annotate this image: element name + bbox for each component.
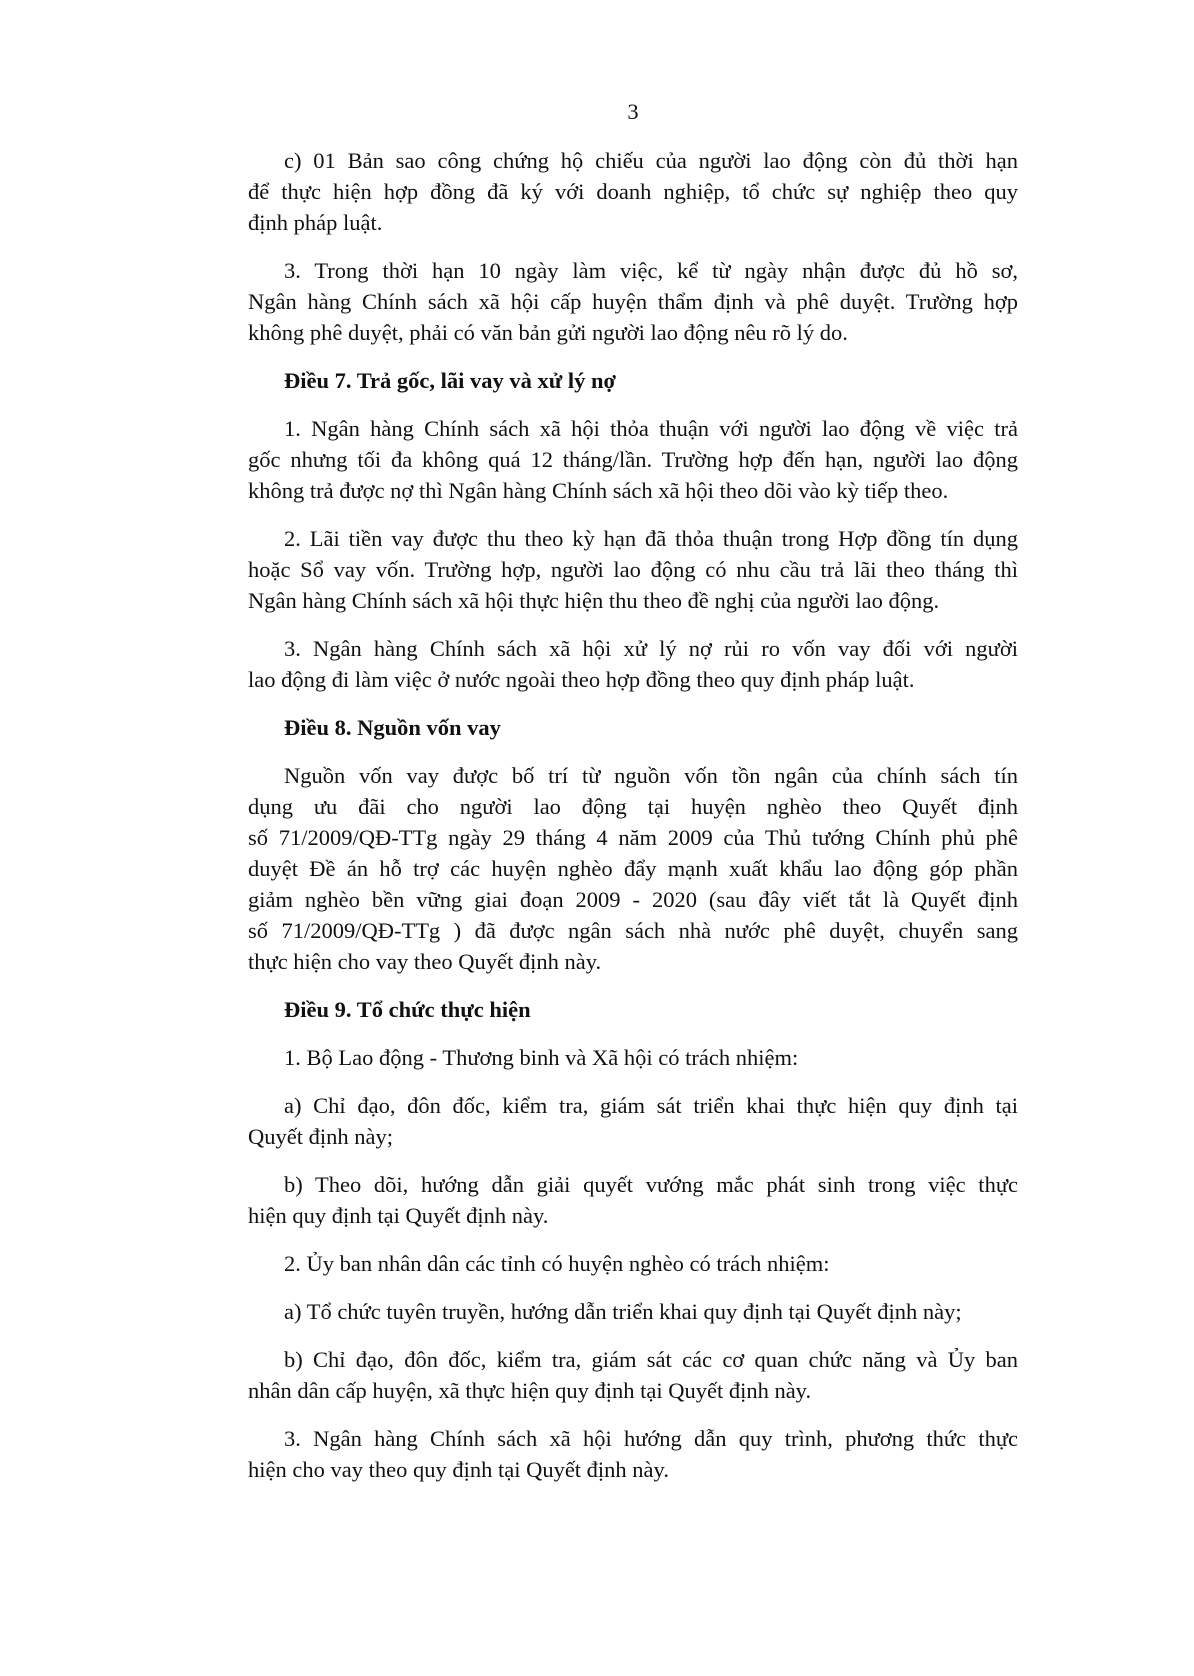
text-line: 3. Trong thời hạn 10 ngày làm việc, kể từ ngày nhận được đủ hồ sơ, <box>284 258 1018 283</box>
text-line: b) Chỉ đạo, đôn đốc, kiểm tra, giám sát các cơ quan chức năng và Ủy ban <box>284 1347 1018 1372</box>
text-line: hiện cho vay theo quy định tại Quyết định này. <box>248 1457 669 1482</box>
article-heading: Điều 8. Nguồn vốn vay <box>284 715 501 740</box>
paragraph <box>248 413 1018 506</box>
text-line: không phê duyệt, phải có văn bản gửi người lao động nêu rõ lý do. <box>248 320 848 345</box>
paragraph <box>248 255 1018 348</box>
text-line: 2. Lãi tiền vay được thu theo kỳ hạn đã thỏa thuận trong Hợp đồng tín dụng <box>284 526 1018 551</box>
text-line: 2. Ủy ban nhân dân các tỉnh có huyện nghèo có trách nhiệm: <box>284 1251 830 1276</box>
text-line: nhân dân cấp huyện, xã thực hiện quy định tại Quyết định này. <box>248 1378 812 1403</box>
text-line: hiện quy định tại Quyết định này. <box>248 1203 549 1228</box>
text-line: 1. Ngân hàng Chính sách xã hội thỏa thuận với người lao động về việc trả <box>284 416 1018 441</box>
text-line: 3. Ngân hàng Chính sách xã hội hướng dẫn quy trình, phương thức thực <box>284 1426 1018 1451</box>
text-line: lao động đi làm việc ở nước ngoài theo hợp đồng theo quy định pháp luật. <box>248 667 915 692</box>
text-line: a) Chỉ đạo, đôn đốc, kiểm tra, giám sát triển khai thực hiện quy định tại <box>284 1093 1018 1118</box>
page-number: 3 <box>627 99 639 124</box>
text-line: định pháp luật. <box>248 210 383 235</box>
text-line: số 71/2009/QĐ-TTg ) đã được ngân sách nhà nước phê duyệt, chuyển sang <box>248 918 1018 943</box>
text-line: giảm nghèo bền vững giai đoạn 2009 - 2020 (sau đây viết tắt là Quyết định <box>248 887 1018 912</box>
paragraph <box>248 1090 1018 1152</box>
text-line: để thực hiện hợp đồng đã ký với doanh nghiệp, tổ chức sự nghiệp theo quy <box>248 179 1018 204</box>
paragraph <box>248 1344 1018 1406</box>
text-line: Ngân hàng Chính sách xã hội thực hiện thu theo đề nghị của người lao động. <box>248 588 940 613</box>
paragraph <box>248 145 1018 238</box>
text-line: Nguồn vốn vay được bố trí từ nguồn vốn tồn ngân của chính sách tín <box>284 763 1018 788</box>
paragraph <box>248 1042 1018 1073</box>
article-heading: Điều 7. Trả gốc, lãi vay và xử lý nợ <box>284 368 617 393</box>
text-line: c) 01 Bản sao công chứng hộ chiếu của người lao động còn đủ thời hạn <box>284 148 1018 173</box>
paragraph <box>248 1169 1018 1231</box>
text-line: Quyết định này; <box>248 1124 393 1149</box>
text-line: dụng ưu đãi cho người lao động tại huyện nghèo theo Quyết định <box>248 794 1018 819</box>
paragraph <box>248 1296 1018 1327</box>
paragraph <box>248 760 1018 977</box>
text-line: thực hiện cho vay theo Quyết định này. <box>248 949 602 974</box>
document-body <box>248 145 1018 1485</box>
article-heading: Điều 9. Tổ chức thực hiện <box>284 997 531 1022</box>
text-line: số 71/2009/QĐ-TTg ngày 29 tháng 4 năm 2009 của Thủ tướng Chính phủ phê <box>248 825 1018 850</box>
document-page <box>248 96 1018 1502</box>
paragraph <box>248 633 1018 695</box>
text-line: không trả được nợ thì Ngân hàng Chính sách xã hội theo dõi vào kỳ tiếp theo. <box>248 478 949 503</box>
text-line: a) Tổ chức tuyên truyền, hướng dẫn triển khai quy định tại Quyết định này; <box>284 1299 962 1324</box>
text-line: 1. Bộ Lao động - Thương binh và Xã hội có trách nhiệm: <box>284 1045 799 1070</box>
paragraph <box>248 523 1018 616</box>
text-line: hoặc Sổ vay vốn. Trường hợp, người lao động có nhu cầu trả lãi theo tháng thì <box>248 557 1018 582</box>
text-line: Ngân hàng Chính sách xã hội cấp huyện thẩm định và phê duyệt. Trường hợp <box>248 289 1018 314</box>
text-line: b) Theo dõi, hướng dẫn giải quyết vướng mắc phát sinh trong việc thực <box>284 1172 1018 1197</box>
text-line: gốc nhưng tối đa không quá 12 tháng/lần. Trường hợp đến hạn, người lao động <box>248 447 1018 472</box>
paragraph <box>248 1248 1018 1279</box>
paragraph <box>248 1423 1018 1485</box>
text-line: duyệt Đề án hỗ trợ các huyện nghèo đẩy mạnh xuất khẩu lao động góp phần <box>248 856 1018 881</box>
text-line: 3. Ngân hàng Chính sách xã hội xử lý nợ rủi ro vốn vay đối với người <box>284 636 1018 661</box>
